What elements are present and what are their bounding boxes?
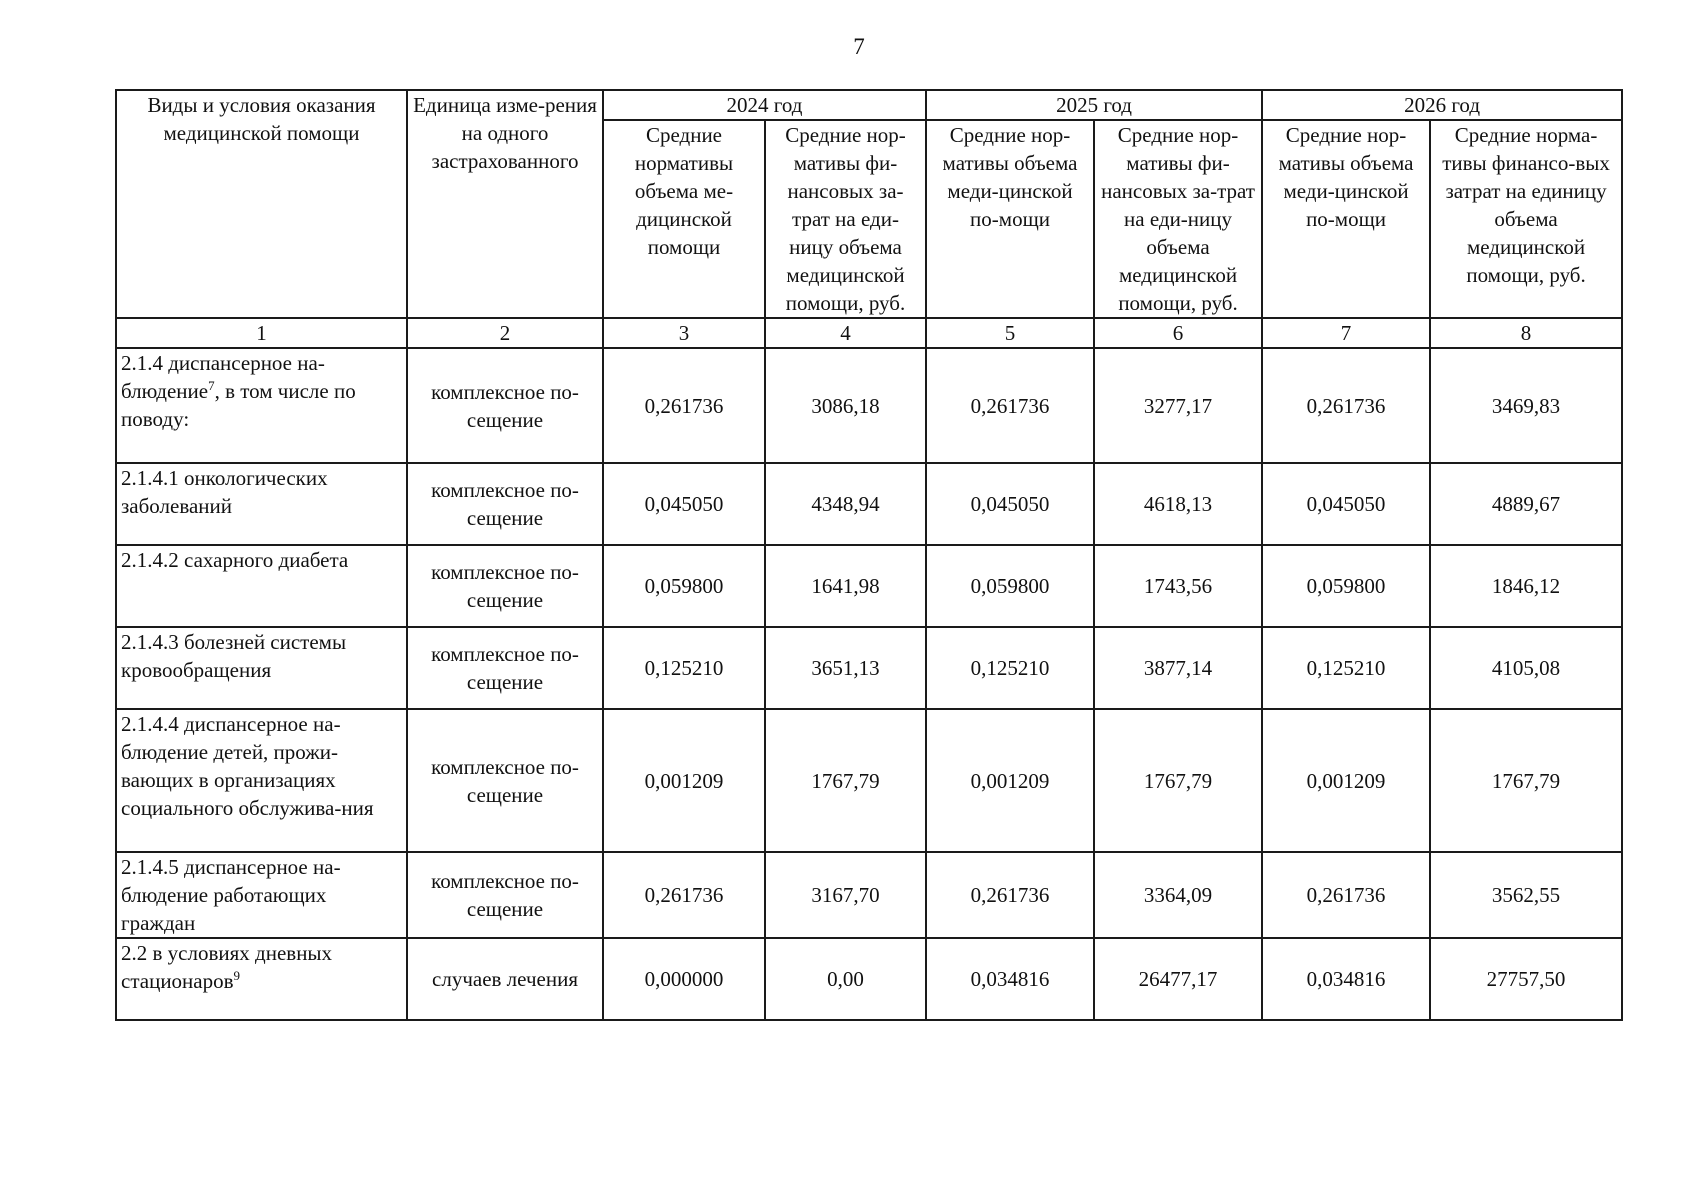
table-row [116, 627, 1622, 709]
column-number: 2 [407, 318, 603, 348]
cell-volume-2025: 0,261736 [926, 348, 1094, 463]
cell-volume-2024: 0,000000 [603, 938, 765, 1020]
header-year-2026: 2026 год [1262, 90, 1622, 120]
row-label: 2.2 в условиях дневных стационаров$^9$ [116, 938, 407, 1020]
cell-volume-2026: 0,059800 [1262, 545, 1430, 627]
row-label: 2.1.4.1 онкологических заболеваний [116, 463, 407, 545]
table-row [116, 463, 1622, 545]
cell-volume-2026: 0,261736 [1262, 852, 1430, 938]
cell-cost-2025: 4618,13 [1094, 463, 1262, 545]
cell-cost-2024: 1767,79 [765, 709, 926, 852]
header-year-2025: 2025 год [926, 90, 1262, 120]
table-row [116, 348, 1622, 463]
cell-volume-2024: 0,059800 [603, 545, 765, 627]
column-number: 4 [765, 318, 926, 348]
row-unit: комплексное по-сещение [407, 348, 603, 463]
normatives-table [115, 89, 1623, 1021]
column-number: 1 [116, 318, 407, 348]
cell-cost-2025: 3877,14 [1094, 627, 1262, 709]
row-unit: случаев лечения [407, 938, 603, 1020]
table-row [116, 852, 1622, 938]
cell-cost-2024: 1641,98 [765, 545, 926, 627]
page-number: 7 [853, 34, 865, 59]
cell-cost-2024: 4348,94 [765, 463, 926, 545]
table-row [116, 545, 1622, 627]
cell-volume-2024: 0,125210 [603, 627, 765, 709]
cell-cost-2025: 3364,09 [1094, 852, 1262, 938]
cell-volume-2026: 0,045050 [1262, 463, 1430, 545]
column-number: 3 [603, 318, 765, 348]
row-label: 2.1.4.5 диспансерное на-блюдение работающих граждан [116, 852, 407, 938]
cell-volume-2026: 0,034816 [1262, 938, 1430, 1020]
row-unit: комплексное по-сещение [407, 627, 603, 709]
column-number: 5 [926, 318, 1094, 348]
footnote-mark: 7 [208, 378, 215, 393]
cell-volume-2025: 0,001209 [926, 709, 1094, 852]
table-row [116, 938, 1622, 1020]
header-kinds-of-care: Виды и условия оказания медицинской помощи [116, 90, 407, 318]
cell-cost-2026: 4889,67 [1430, 463, 1622, 545]
cell-volume-2024: 0,261736 [603, 348, 765, 463]
cell-volume-2026: 0,125210 [1262, 627, 1430, 709]
row-unit: комплексное по-сещение [407, 709, 603, 852]
cell-cost-2026: 1846,12 [1430, 545, 1622, 627]
cell-cost-2025: 1767,79 [1094, 709, 1262, 852]
cell-volume-2026: 0,001209 [1262, 709, 1430, 852]
header-volume-2026: Средние нор-мативы объема меди-цинской по-мощи [1262, 120, 1430, 318]
cell-cost-2026: 3562,55 [1430, 852, 1622, 938]
row-label: 2.1.4 диспансерное на-блюдение$^7$, в том числе по поводу: [116, 348, 407, 463]
cell-cost-2026: 3469,83 [1430, 348, 1622, 463]
cell-cost-2026: 4105,08 [1430, 627, 1622, 709]
cell-volume-2024: 0,001209 [603, 709, 765, 852]
cell-volume-2026: 0,261736 [1262, 348, 1430, 463]
header-volume-2025: Средние нор-мативы объема меди-цинской по-мощи [926, 120, 1094, 318]
header-year-2024: 2024 год [603, 90, 926, 120]
row-unit: комплексное по-сещение [407, 463, 603, 545]
row-label: 2.1.4.3 болезней системы кровообращения [116, 627, 407, 709]
header-cost-2026: Средние норма-тивы финансо-вых затрат на единицу объема медицинской помощи, руб. [1430, 120, 1622, 318]
cell-cost-2026: 1767,79 [1430, 709, 1622, 852]
row-unit: комплексное по-сещение [407, 545, 603, 627]
cell-volume-2024: 0,045050 [603, 463, 765, 545]
row-label: 2.1.4.2 сахарного диабета [116, 545, 407, 627]
cell-volume-2025: 0,059800 [926, 545, 1094, 627]
header-cost-2025: Средние нор-мативы фи-нансовых за-трат на еди-ницу объема медицинской помощи, руб. [1094, 120, 1262, 318]
row-label: 2.1.4.4 диспансерное на-блюдение детей, прожи-вающих в организациях социального обслужива-ния [116, 709, 407, 852]
cell-cost-2024: 3167,70 [765, 852, 926, 938]
column-number: 8 [1430, 318, 1622, 348]
cell-volume-2025: 0,125210 [926, 627, 1094, 709]
column-numbers-row [116, 318, 1622, 348]
header-volume-2024: Средние нормативы объема ме-дицинской помощи [603, 120, 765, 318]
header-cost-2024: Средние нор-мативы фи-нансовых за-трат на еди-ницу объема медицинской помощи, руб. [765, 120, 926, 318]
cell-cost-2026: 27757,50 [1430, 938, 1622, 1020]
table-row [116, 709, 1622, 852]
cell-volume-2025: 0,045050 [926, 463, 1094, 545]
cell-cost-2025: 1743,56 [1094, 545, 1262, 627]
row-unit: комплексное по-сещение [407, 852, 603, 938]
cell-volume-2025: 0,261736 [926, 852, 1094, 938]
cell-cost-2024: 3651,13 [765, 627, 926, 709]
column-number: 6 [1094, 318, 1262, 348]
column-number: 7 [1262, 318, 1430, 348]
header-unit: Единица изме-рения на одного застрахованного [407, 90, 603, 318]
cell-cost-2025: 3277,17 [1094, 348, 1262, 463]
footnote-mark: 9 [233, 968, 241, 983]
cell-cost-2024: 0,00 [765, 938, 926, 1020]
cell-volume-2024: 0,261736 [603, 852, 765, 938]
cell-volume-2025: 0,034816 [926, 938, 1094, 1020]
cell-cost-2025: 26477,17 [1094, 938, 1262, 1020]
cell-cost-2024: 3086,18 [765, 348, 926, 463]
